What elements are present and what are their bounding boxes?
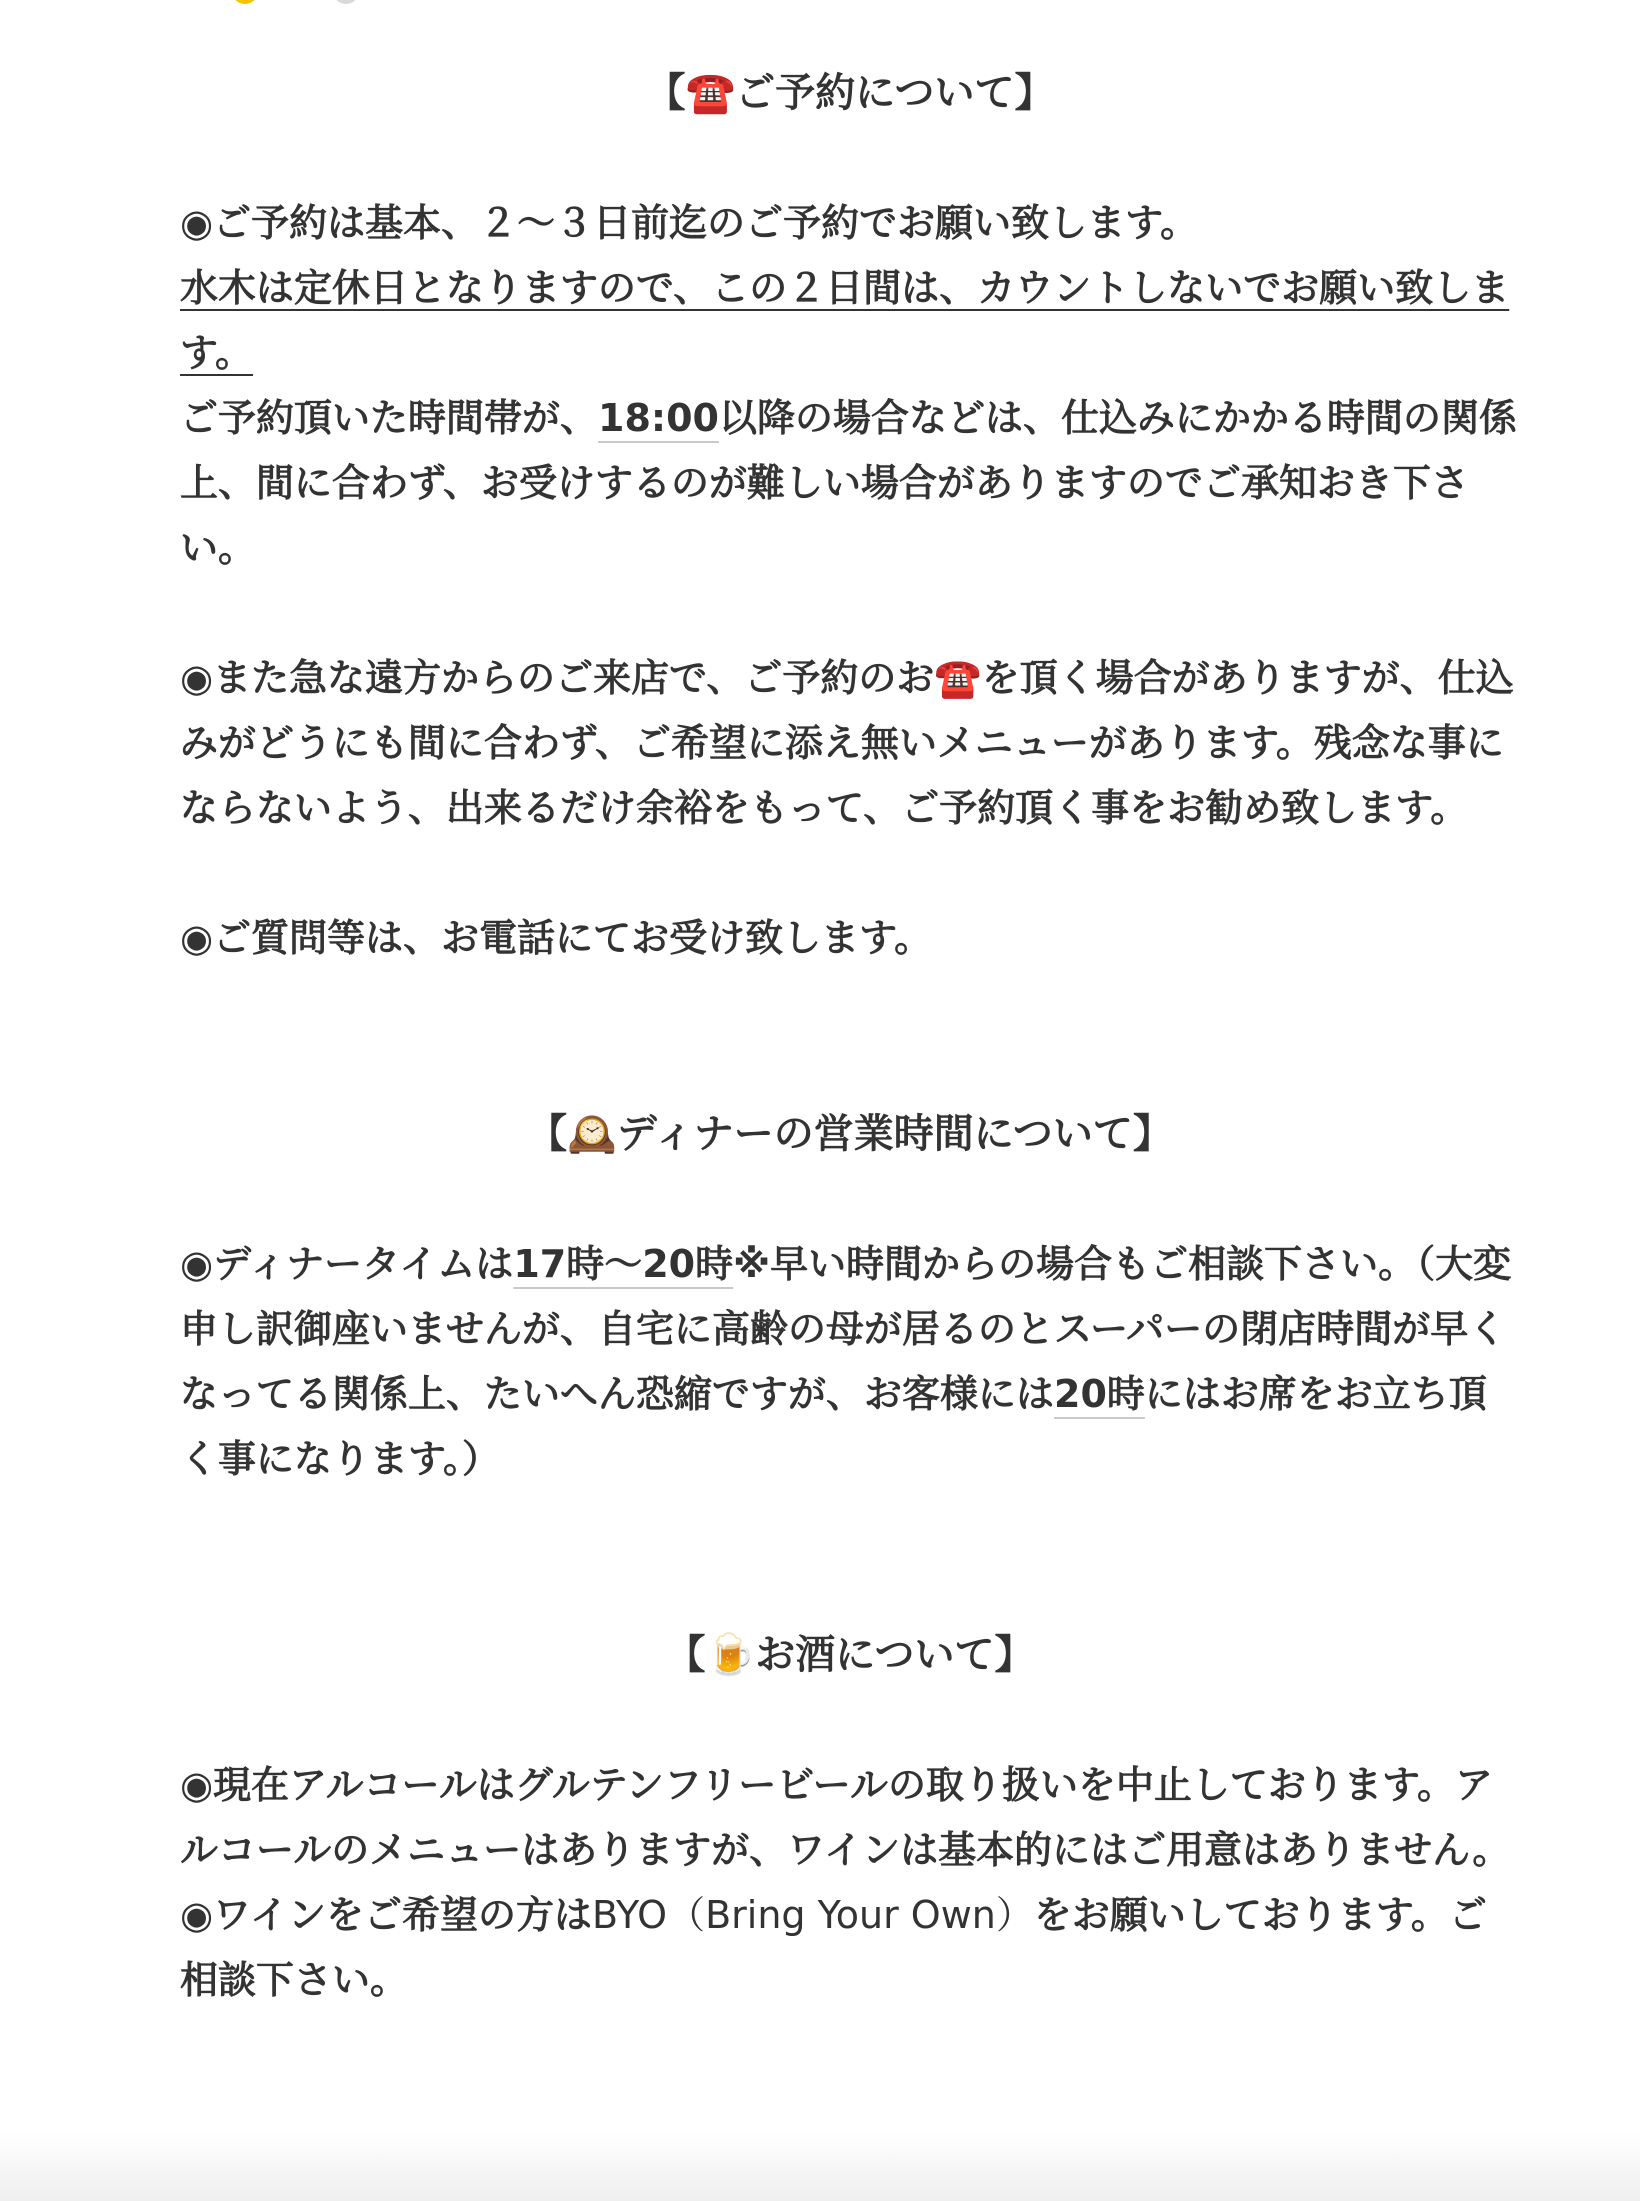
- beer-mug-icon: 🍺: [705, 1632, 756, 1678]
- dinner-time-post: にはお席をお立ち頂く事になります。）: [180, 1372, 1487, 1481]
- title-text: お酒について: [755, 1632, 995, 1678]
- top-peek-left-icon: [232, 0, 258, 4]
- closed-days-underlined-text: 水木は定休日となりますので、この２日間は、カウントしないでお願い致します。: [180, 266, 1510, 375]
- byo-text: BYO（Bring Your Own）: [592, 1893, 1034, 1937]
- reservation-paragraph-3: [180, 906, 1520, 971]
- title-bracket-close: 】: [994, 1632, 1035, 1678]
- dinner-close-time: 20時: [1054, 1372, 1145, 1416]
- questions-text: ◉ご質問等は、お電話にてお受け致します。: [180, 916, 933, 960]
- telephone-icon: ☎️: [934, 656, 982, 700]
- reservation-time-value: 18:00: [598, 396, 719, 440]
- dinner-time-pre: ◉ディナータイムは: [180, 1242, 514, 1286]
- wine-pre: ◉ワインをご希望の方は: [180, 1893, 593, 1937]
- dinner-paragraph-1: [180, 1232, 1520, 1492]
- reservation-paragraph-1: [180, 191, 1520, 581]
- reservation-paragraph-2: [180, 646, 1520, 841]
- mantelpiece-clock-icon: 🕰️: [567, 1111, 617, 1157]
- dinner-section-title: [180, 1101, 1520, 1167]
- top-peek-right-icon: [333, 0, 359, 4]
- wine-post: をお願いしております。ご相談下さい。: [180, 1893, 1487, 2002]
- title-text: ディナーの営業時間について: [616, 1111, 1133, 1157]
- reservation-time-post: 以降の場合などは、仕込みにかかる時間の関係上、間に合わず、お受けするのが難しい場合がありますのでご承知おき下さい。: [180, 396, 1517, 570]
- dinner-time-mid: ※早い時間からの場合もご相談下さい。（大変申し訳御座いませんが、自宅に高齢の母が居るのとスーパーの閉店時間が早くなってる関係上、たいへん恐縮ですが、お客様には: [180, 1242, 1512, 1416]
- alcohol-paragraph-1: [180, 1753, 1520, 2013]
- reservation-time-pre: ご予約頂いた時間帯が、: [180, 396, 599, 440]
- article-body: [180, 60, 1520, 2013]
- alcohol-policy-text: ◉現在アルコールはグルテンフリービールの取り扱いを中止しております。アルコールのメニューはありますが、ワインは基本的にはご用意はありません。: [180, 1763, 1511, 1872]
- title-text: ご予約について: [735, 70, 1015, 116]
- dinner-hours: 17時〜20時: [513, 1242, 734, 1286]
- distant-visit-pre: ◉また急な遠方からのご来店で、ご予約のお: [180, 656, 935, 700]
- title-bracket-open: 【: [527, 1111, 568, 1157]
- telephone-icon: ☎️: [685, 70, 736, 116]
- title-bracket-close: 】: [1132, 1111, 1173, 1157]
- title-bracket-close: 】: [1014, 70, 1055, 116]
- top-emoji-peek: [232, 0, 429, 6]
- distant-visit-post: を頂く場合がありますが、仕込みがどうにも間に合わず、ご希望に添え無いメニューがあります。残念な事にならないよう、出来るだけ余裕をもって、ご予約頂く事をお勧め致します。: [180, 656, 1514, 830]
- alcohol-section-title: [180, 1622, 1520, 1688]
- title-bracket-open: 【: [645, 70, 686, 116]
- reservation-lead-text: ◉ご予約は基本、２〜３日前迄のご予約でお願い致します。: [180, 201, 1199, 245]
- title-bracket-open: 【: [665, 1632, 706, 1678]
- bottom-fade: [0, 2131, 1640, 2201]
- reservation-section-title: [180, 60, 1520, 126]
